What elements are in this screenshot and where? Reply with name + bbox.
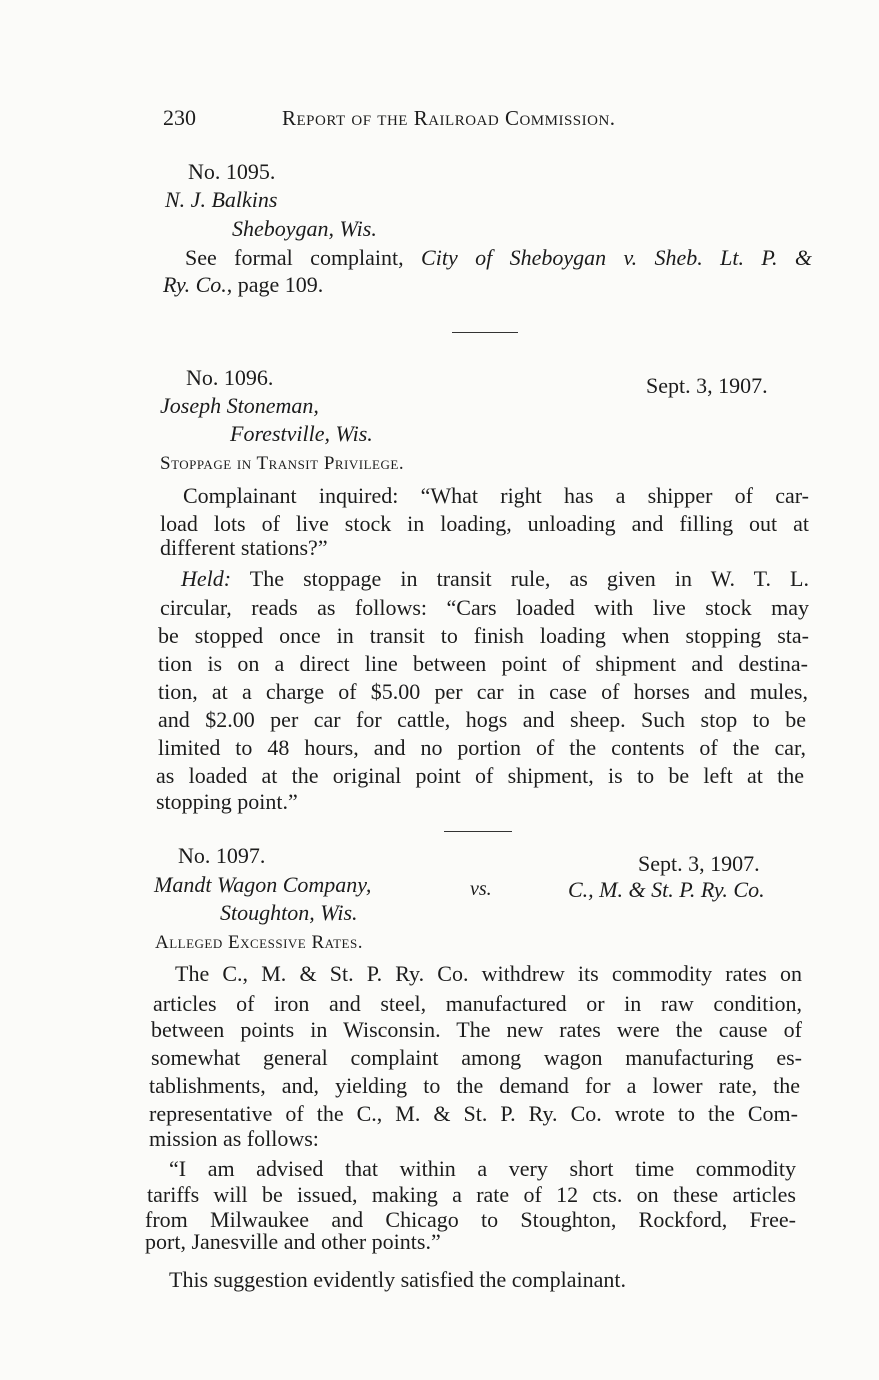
case-1097-body-line: The C., M. & St. P. Ry. Co. withdrew its commodity rates on bbox=[175, 961, 802, 986]
section-divider-1 bbox=[452, 332, 518, 333]
case-1097-body-line: between points in Wisconsin. The new rates were the cause of bbox=[151, 1017, 802, 1042]
case-1095-text-prefix: See formal complaint, bbox=[185, 245, 422, 270]
case-1097-quote-line: from Milwaukee and Chicago to Stoughton, Rockford, Free- bbox=[145, 1207, 796, 1232]
case-1097-closing: This suggestion evidently satisfied the complainant. bbox=[169, 1267, 627, 1292]
case-1095-text-line-2 bbox=[163, 271, 323, 298]
case-1097-quote-line: port, Janesville and other points.” bbox=[145, 1229, 441, 1254]
case-1096-held-line: stopping point.” bbox=[156, 789, 298, 814]
case-1096-held-line: tion, at a charge of $5.00 per car in case of horses and mules, bbox=[158, 679, 808, 704]
case-1096-complainant: Joseph Stoneman, bbox=[160, 393, 319, 418]
case-1096-location: Forestville, Wis. bbox=[230, 421, 373, 446]
case-1095-cited-case: City of Sheboygan v. Sheb. Lt. P. & bbox=[421, 245, 813, 270]
case-1097-quote-line: “I am advised that within a very short time commodity bbox=[169, 1156, 796, 1181]
case-1095-page-ref: , page 109. bbox=[226, 272, 324, 297]
case-1096-held-line: limited to 48 hours, and no portion of the contents of the car, bbox=[158, 735, 806, 760]
case-1096-held-line bbox=[181, 565, 809, 592]
case-1096-inquiry-line: load lots of live stock in loading, unloading and filling out at bbox=[160, 511, 809, 536]
case-1097-heading: Alleged Excessive Rates. bbox=[155, 932, 363, 953]
held-label: Held: bbox=[181, 566, 232, 591]
case-1097-complainant: Mandt Wagon Company, bbox=[154, 872, 372, 897]
case-1097-body-line: representative of the C., M. & St. P. Ry. Co. wrote to the Com- bbox=[149, 1101, 798, 1126]
case-1095-location: Sheboygan, Wis. bbox=[232, 216, 377, 241]
case-1096-heading: Stoppage in Transit Privilege. bbox=[160, 453, 405, 474]
case-1097-body-line: tablishments, and, yielding to the demand for a lower rate, the bbox=[149, 1073, 800, 1098]
case-1095-text-line-1 bbox=[185, 244, 812, 271]
held-first-text: The stoppage in transit rule, as given in W. T. L. bbox=[231, 566, 809, 591]
case-1096-date: Sept. 3, 1907. bbox=[646, 373, 768, 398]
case-1096-inquiry-line: Complainant inquired: “What right has a shipper of car- bbox=[183, 483, 809, 508]
case-1097-body-line: articles of iron and steel, manufactured or in raw condition, bbox=[153, 991, 802, 1016]
case-1095-number: No. 1095. bbox=[188, 159, 276, 184]
case-1097-body-line: somewhat general complaint among wagon manufacturing es- bbox=[151, 1045, 802, 1070]
case-1096-held-line: and $2.00 per car for cattle, hogs and sheep. Such stop to be bbox=[158, 707, 806, 732]
case-1096-held-line: circular, reads as follows: “Cars loaded with live stock may bbox=[160, 595, 809, 620]
case-1097-quote-line: tariffs will be issued, making a rate of 12 cts. on these articles bbox=[147, 1182, 796, 1207]
case-1096-inquiry-line: different stations?” bbox=[160, 535, 328, 560]
section-divider-2 bbox=[444, 831, 512, 832]
case-1095-cited-case-cont: Ry. Co. bbox=[163, 272, 227, 297]
case-1097-versus: vs. bbox=[470, 878, 492, 900]
case-1096-held-line: as loaded at the original point of shipment, is to be left at the bbox=[156, 763, 804, 788]
case-1097-date: Sept. 3, 1907. bbox=[638, 851, 760, 876]
case-1096-number: No. 1096. bbox=[186, 365, 274, 390]
case-1095-complainant: N. J. Balkins bbox=[165, 187, 278, 212]
case-1097-location: Stoughton, Wis. bbox=[220, 900, 358, 925]
case-1096-held-line: tion is on a direct line between point of shipment and destina- bbox=[158, 651, 808, 676]
case-1097-number: No. 1097. bbox=[178, 843, 266, 868]
page-number: 230 bbox=[163, 105, 196, 130]
case-1097-respondent: C., M. & St. P. Ry. Co. bbox=[568, 877, 765, 902]
case-1097-body-line: mission as follows: bbox=[149, 1126, 319, 1151]
case-1096-held-line: be stopped once in transit to finish loading when stopping sta- bbox=[158, 623, 809, 648]
running-title: Report of the Railroad Commission. bbox=[282, 106, 616, 130]
